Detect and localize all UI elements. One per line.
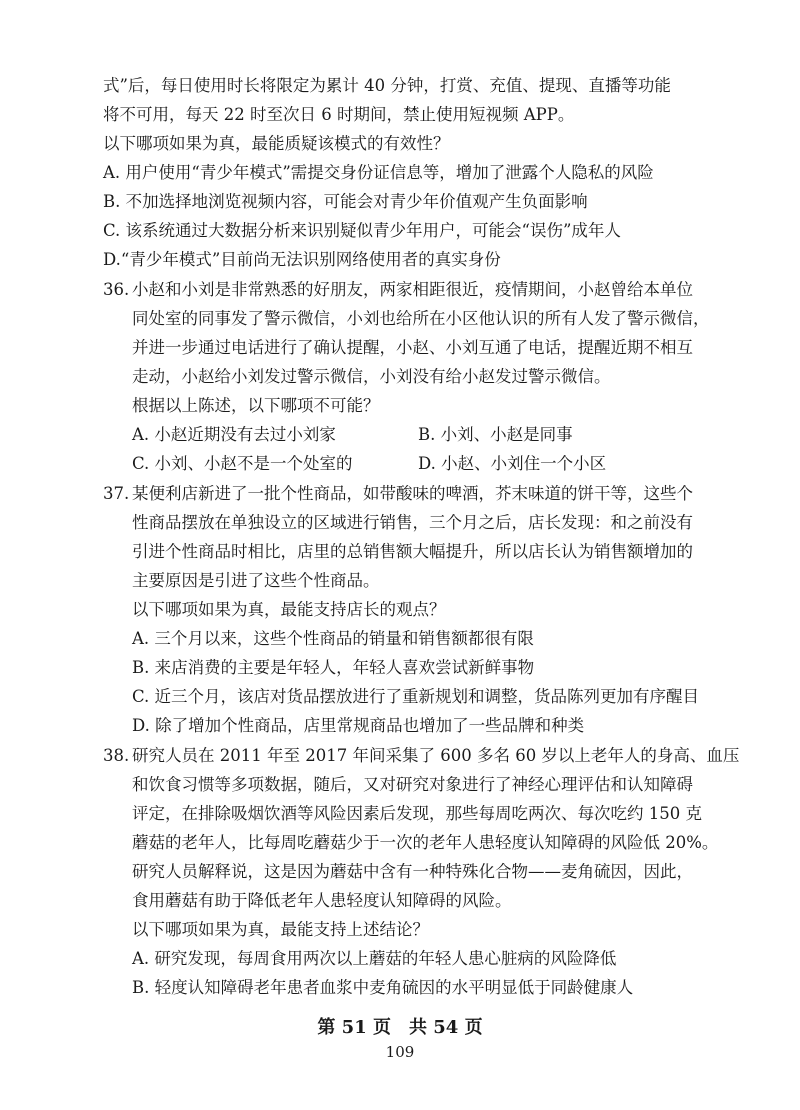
q37-line-1: 某便利店新进了一批个性商品，如带酸味的啤酒，芥末味道的饼干等，这些个 [132,484,693,503]
intro-line-2: 将不可用，每天 22 时至次日 6 时期间，禁止使用短视频 APP。 [103,105,575,124]
q38-line-4: 蘑菇的老年人，比每周吃蘑菇少于一次的老年人患轻度认知障碍的风险低 20%。 [132,833,719,852]
q38-number: 38. [103,746,130,765]
q36-line-1: 小赵和小刘是非常熟悉的好朋友，两家相距很近，疫情期间，小赵曾给本单位 [132,280,693,299]
book-page-number: 109 [385,1043,415,1061]
q37-line-2: 性商品摆放在单独设立的区域进行销售，三个月之后，店长发现：和之前没有 [132,513,693,532]
q37-option-c: C. 近三个月，该店对货品摆放进行了重新规划和调整，货品陈列更加有序醒目 [132,687,700,706]
q37-line-4: 主要原因是引进了这些个性商品。 [132,571,380,590]
q36-line-3: 并进一步通过电话进行了确认提醒，小赵、小刘互通了电话，提醒近期不相互 [132,338,693,357]
q38-line-2: 和饮食习惯等多项数据，随后，又对研究对象进行了神经心理评估和认知障碍 [132,775,693,794]
intro-line-1: 式”后，每日使用时长将限定为累计 40 分钟，打赏、充值、提现、直播等功能 [103,76,671,95]
intro-option-a: A. 用户使用“青少年模式”需提交身份证信息等，增加了泄露个人隐私的风险 [103,163,654,182]
q38-prompt: 以下哪项如果为真，最能支持上述结论？ [132,920,429,939]
q36-option-a: A. 小赵近期没有去过小刘家 [132,425,336,444]
q37-number: 37. [103,484,130,503]
q38-option-b: B. 轻度认知障碍老年患者血浆中麦角硫因的水平明显低于同龄健康人 [132,978,634,997]
q38-line-6: 食用蘑菇有助于降低老年人患轻度认知障碍的风险。 [132,891,512,910]
intro-prompt: 以下哪项如果为真，最能质疑该模式的有效性？ [103,134,450,153]
q37-line-3: 引进个性商品时相比，店里的总销售额大幅提升，所以店长认为销售额增加的 [132,542,693,561]
q36-option-c: C. 小刘、小赵不是一个处室的 [132,454,353,473]
q36-option-b: B. 小刘、小赵是同事 [418,425,573,444]
intro-option-b: B. 不加选择地浏览视频内容，可能会对青少年价值观产生负面影响 [103,192,588,211]
intro-option-c: C. 该系统通过大数据分析来识别疑似青少年用户，可能会“误伤”成年人 [103,221,621,240]
q36-line-2: 同处室的同事发了警示微信，小刘也给所在小区他认识的所有人发了警示微信， [132,309,710,328]
q36-option-d: D. 小赵、小刘住一个小区 [418,454,607,473]
q36-line-4: 走动，小赵给小刘发过警示微信，小刘没有给小赵发过警示微信。 [132,367,611,386]
q38-option-a: A. 研究发现，每周食用两次以上蘑菇的年轻人患心脏病的风险降低 [132,949,617,968]
q36-number: 36. [103,280,130,299]
page-indicator: 第 51 页 共 54 页 [317,1017,483,1038]
intro-option-d: D.“青少年模式”目前尚无法识别网络使用者的真实身份 [103,250,501,269]
q38-line-1: 研究人员在 2011 年至 2017 年间采集了 600 多名 60 岁以上老年人的身高、血压 [132,746,740,765]
q37-option-a: A. 三个月以来，这些个性商品的销量和销售额都很有限 [132,629,534,648]
q37-prompt: 以下哪项如果为真，最能支持店长的观点？ [132,600,446,619]
q37-option-b: B. 来店消费的主要是年轻人，年轻人喜欢尝试新鲜事物 [132,658,535,677]
q38-line-5: 研究人员解释说，这是因为蘑菇中含有一种特殊化合物——麦角硫因，因此， [132,862,693,881]
q36-prompt: 根据以上陈述，以下哪项不可能？ [132,396,380,415]
q38-line-3: 评定，在排除吸烟饮酒等风险因素后发现，那些每周吃两次、每次吃约 150 克 [132,804,702,823]
q37-option-d: D. 除了增加个性商品，店里常规商品也增加了一些品牌和种类 [132,716,585,735]
